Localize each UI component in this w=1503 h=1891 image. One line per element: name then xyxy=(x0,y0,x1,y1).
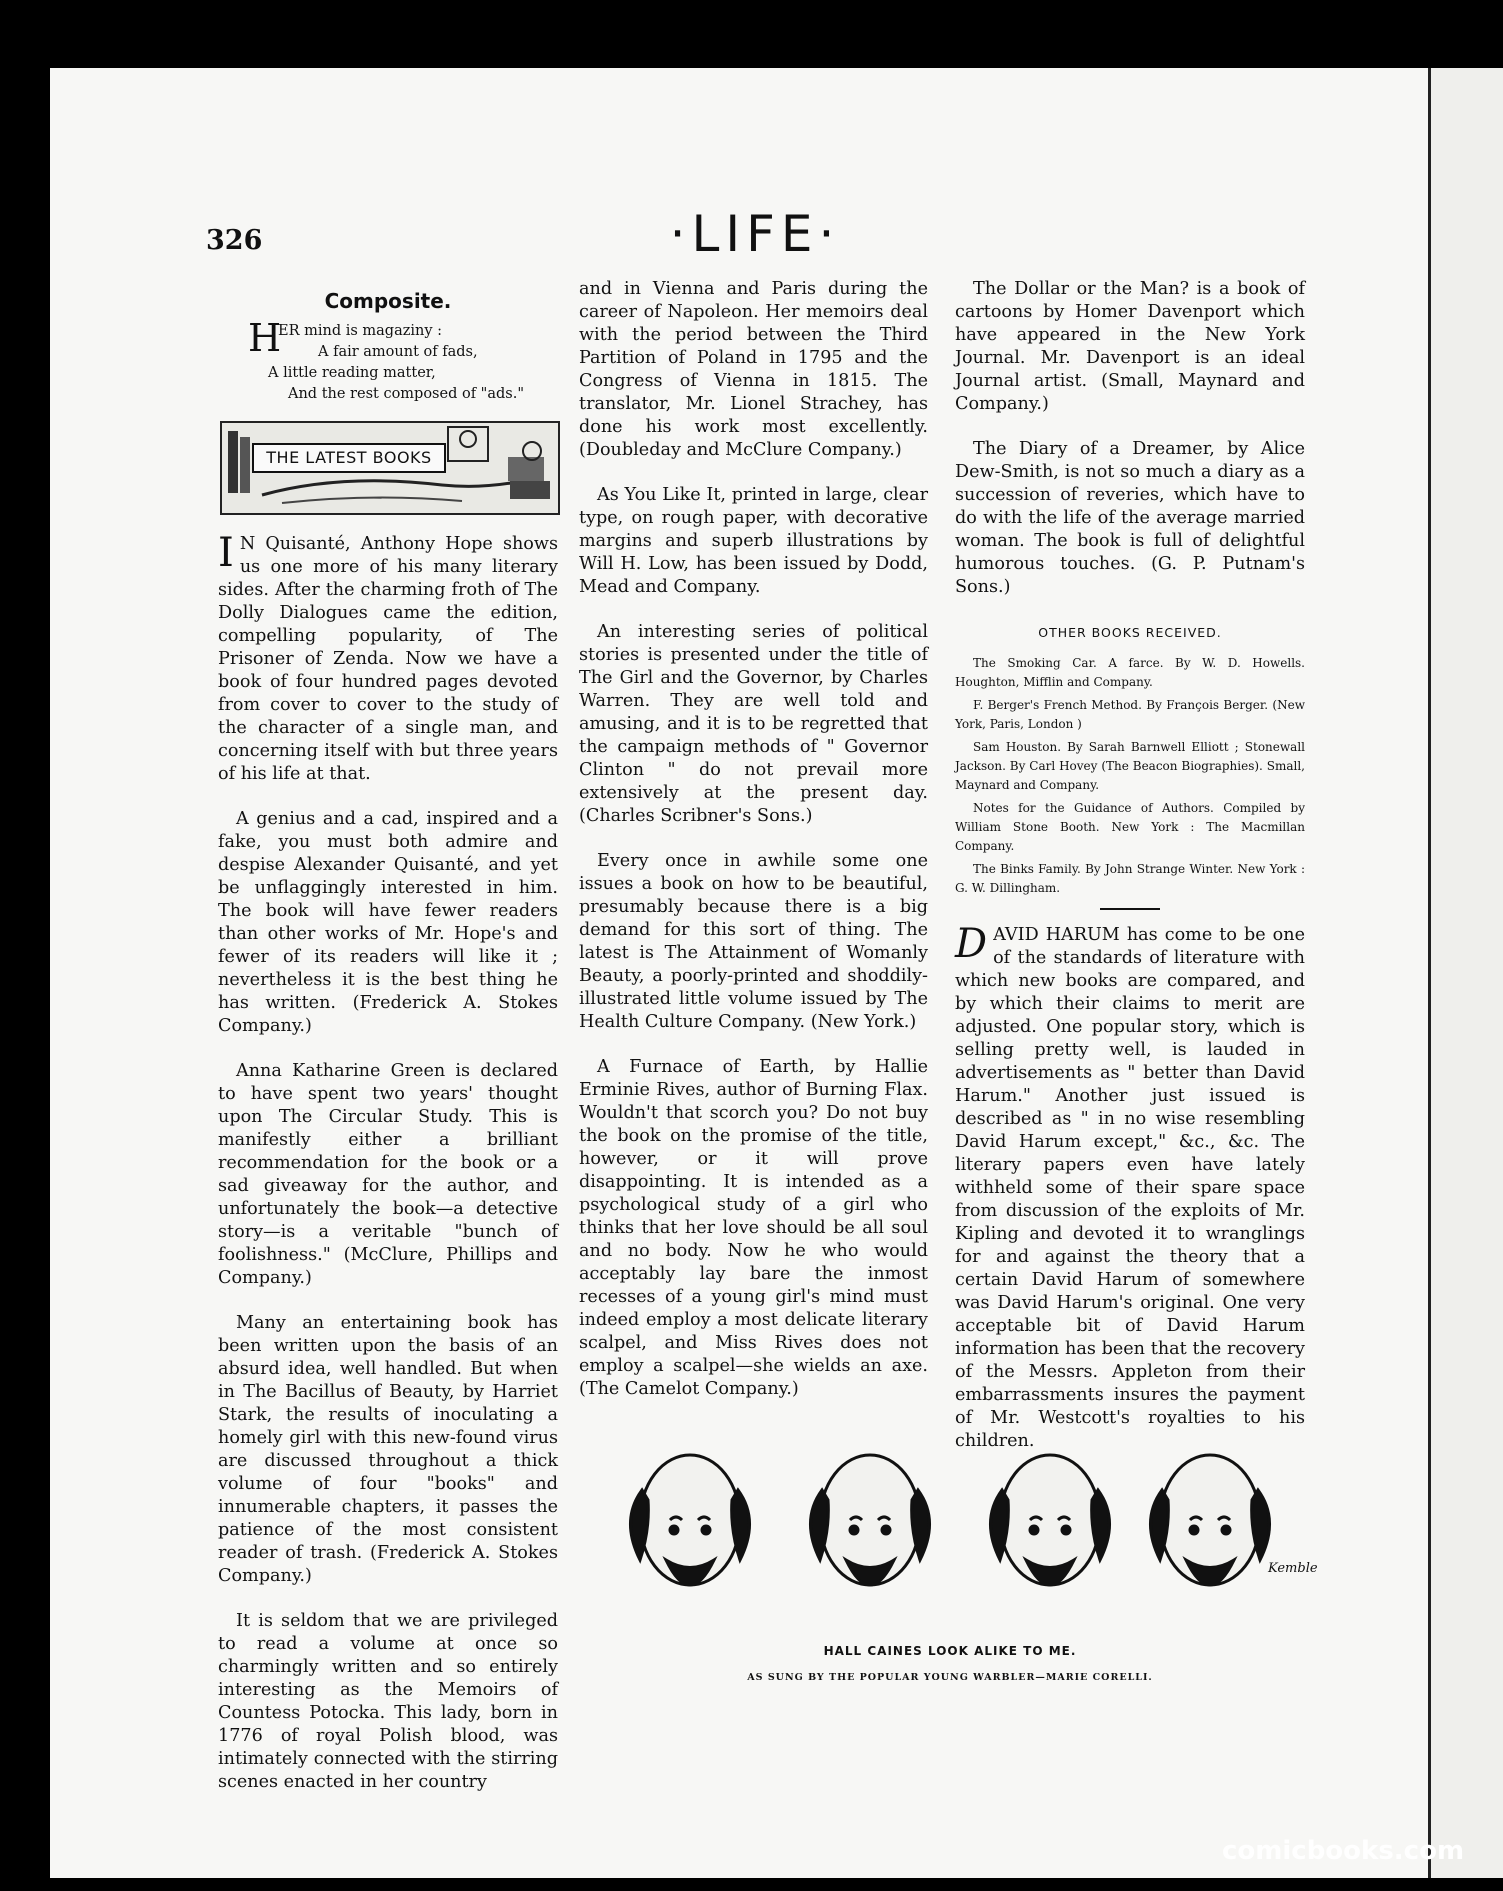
paragraph: A genius and a cad, inspired and a fake, you must both admire and despise Alexander Quisanté, and yet be unflaggingly interested in him. The book will have fewer readers than other works of Mr. Hope's and fewer of its readers will like it ; nevertheless it is the best thing he has written. (Frederick A. Stokes Company.) xyxy=(218,809,558,1036)
other-book-entry: Sam Houston. By Sarah Barnwell Elliott ; Stonewall Jackson. By Carl Hovey (The Beacon Biographies). Small, Maynard and Company. xyxy=(955,740,1305,792)
paragraph: The Diary of a Dreamer, by Alice Dew-Smith, is not so much a diary as a succession of reveries, which have to do with the life of the average married woman. The book is full of delightful humorous touches. (G. P. Putnam's Sons.) xyxy=(955,439,1305,597)
poem-line: And the rest composed of "ads." xyxy=(288,386,524,402)
cartoon-subcaption: AS SUNG BY THE POPULAR YOUNG WARBLER—MARIE CORELLI. xyxy=(747,1672,1153,1683)
site-watermark: comicbooks.com xyxy=(1222,1836,1465,1866)
other-book-entry: F. Berger's French Method. By François Berger. (New York, Paris, London ) xyxy=(955,698,1305,731)
paragraph: and in Vienna and Paris during the career of Napoleon. Her memoirs deal with the period between the Third Partition of Poland in 1795 and the Congress of Vienna in 1815. The translator, Mr. Lionel Strachey, has done his work most excellently. (Doubleday and McClure Company.) xyxy=(579,279,928,460)
column-1 xyxy=(218,290,558,1816)
masthead-title: ·LIFE· xyxy=(669,205,841,263)
other-book-entry: The Binks Family. By John Strange Winter. New York : G. W. Dillingham. xyxy=(955,862,1305,895)
paragraph: The Dollar or the Man? is a book of cartoons by Homer Davenport which have appeared in the New York Journal. Mr. Davenport is an ideal Journal artist. (Small, Maynard and Company.) xyxy=(955,279,1305,414)
poem-line: A little reading matter, xyxy=(268,365,436,381)
poem-line: A fair amount of fads, xyxy=(318,344,478,360)
paragraph xyxy=(218,530,558,786)
latest-books-banner xyxy=(220,421,560,515)
poem-title: Composite. xyxy=(324,289,452,313)
column-3 xyxy=(955,278,1305,1475)
paragraph-text: N Quisanté, Anthony Hope shows us one more of his many literary sides. After the charming froth of The Dolly Dialogues came the edition, compelling popularity, of The Prisoner of Zenda. Now we have a book of four hundred pages devoted from cover to cover to the study of the character of a single man, and concerning itself with but three years of his life at that. xyxy=(218,534,558,784)
poem xyxy=(248,316,558,405)
adjacent-page-edge xyxy=(1428,68,1503,1878)
paragraph: Many an entertaining book has been written upon the basis of an absurd idea, well handled. But when in The Bacillus of Beauty, by Harriet Stark, the results of inoculating a homely girl with this new-found virus are discussed throughout a thick volume of four "books" and innumerable chapters, it passes the patience of the most consistent reader of trash. (Frederick A. Stokes Company.) xyxy=(218,1313,558,1586)
column-2 xyxy=(579,278,928,1423)
drop-cap: I xyxy=(218,530,234,576)
caricature-head xyxy=(810,1455,929,1585)
poem-line: ER mind is magaziny : xyxy=(278,323,443,339)
paragraph: An interesting series of political stories is presented under the title of The Girl and the Governor, by Charles Warren. They are well told and amusing, and it is to be regretted that the campaign methods of " Governor Clinton " do not prevail more extensively at the present day. (Charles Scribner's Sons.) xyxy=(579,622,928,826)
page-number: 326 xyxy=(206,225,263,256)
poem-drop-letter: H xyxy=(248,316,282,360)
other-books-heading: OTHER BOOKS RECEIVED. xyxy=(1038,625,1222,640)
paragraph: Anna Katharine Green is declared to have spent two years' thought upon The Circular Study. This is manifestly either a brilliant recommendation for the book or a sad giveaway for the author, and unfortunately the book—a detective story—is a veritable "bunch of foolishness." (McClure, Phillips and Company.) xyxy=(218,1061,558,1288)
paragraph: It is seldom that we are privileged to read a volume at once so charmingly written and so entirely interesting as the Memoirs of Countess Potocka. This lady, born in 1776 of royal Polish blood, was intimately connected with the stirring scenes enacted in her country xyxy=(218,1611,558,1792)
other-book-entry: Notes for the Guidance of Authors. Compiled by William Stone Booth. New York : The Macmillan Company. xyxy=(955,801,1305,853)
caricature-head xyxy=(990,1455,1109,1585)
banner-title: THE LATEST BOOKS xyxy=(252,443,446,473)
paragraph: As You Like It, printed in large, clear type, on rough paper, with decorative margins and superb illustrations by Will H. Low, has been issued by Dodd, Mead and Company. xyxy=(579,485,928,597)
artist-signature: Kemble xyxy=(1268,1561,1318,1576)
drop-cap: D xyxy=(955,921,988,967)
other-book-entry: The Smoking Car. A farce. By W. D. Howells. Houghton, Mifflin and Company. xyxy=(955,656,1305,689)
caricature-head xyxy=(1150,1455,1269,1585)
paragraph: A Furnace of Earth, by Hallie Erminie Rives, author of Burning Flax. Wouldn't that scorch you? Do not buy the book on the promise of the title, however, or it will prove disappointing. It is intended as a psychological study of a girl who thinks that her love should be all soul and no body. Now he who would acceptably lay bare the inmost recesses of a young girl's mind must indeed employ a most delicate literary scalpel, and Miss Rives does not employ a scalpel—she wields an axe. (The Camelot Company.) xyxy=(579,1057,928,1399)
caricature-head xyxy=(630,1455,749,1585)
paragraph: Every once in awhile some one issues a book on how to be beautiful, presumably because there is a big demand for this sort of thing. The latest is The Attainment of Womanly Beauty, a poorly-printed and shoddily-illustrated little volume issued by The Health Culture Company. (New York.) xyxy=(579,851,928,1032)
paragraph xyxy=(955,921,1305,1453)
section-divider xyxy=(1100,908,1160,910)
cartoon-caption: HALL CAINES LOOK ALIKE TO ME. xyxy=(823,1644,1077,1658)
paragraph-text: AVID HARUM has come to be one of the standards of literature with which new books are compared, and by which their claims to merit are adjusted. One popular story, which is selling pretty well, is lauded in advertisements as " better than David Harum." Another just issued is described as " in no wise resembling David Harum except," &c., &c. The literary papers even have lately withheld some of their spare space from discussion of the exploits of Mr. Kipling and devoted it to wranglings for and against the theory that a certain David Harum of somewhere was David Harum's original. One very acceptable bit of David Harum information has been that the recovery of the Messrs. Appleton from their embarrassments insures the payment of Mr. Westcott's royalties to his children. xyxy=(955,925,1305,1451)
cartoon-illustration xyxy=(590,1440,1318,1625)
